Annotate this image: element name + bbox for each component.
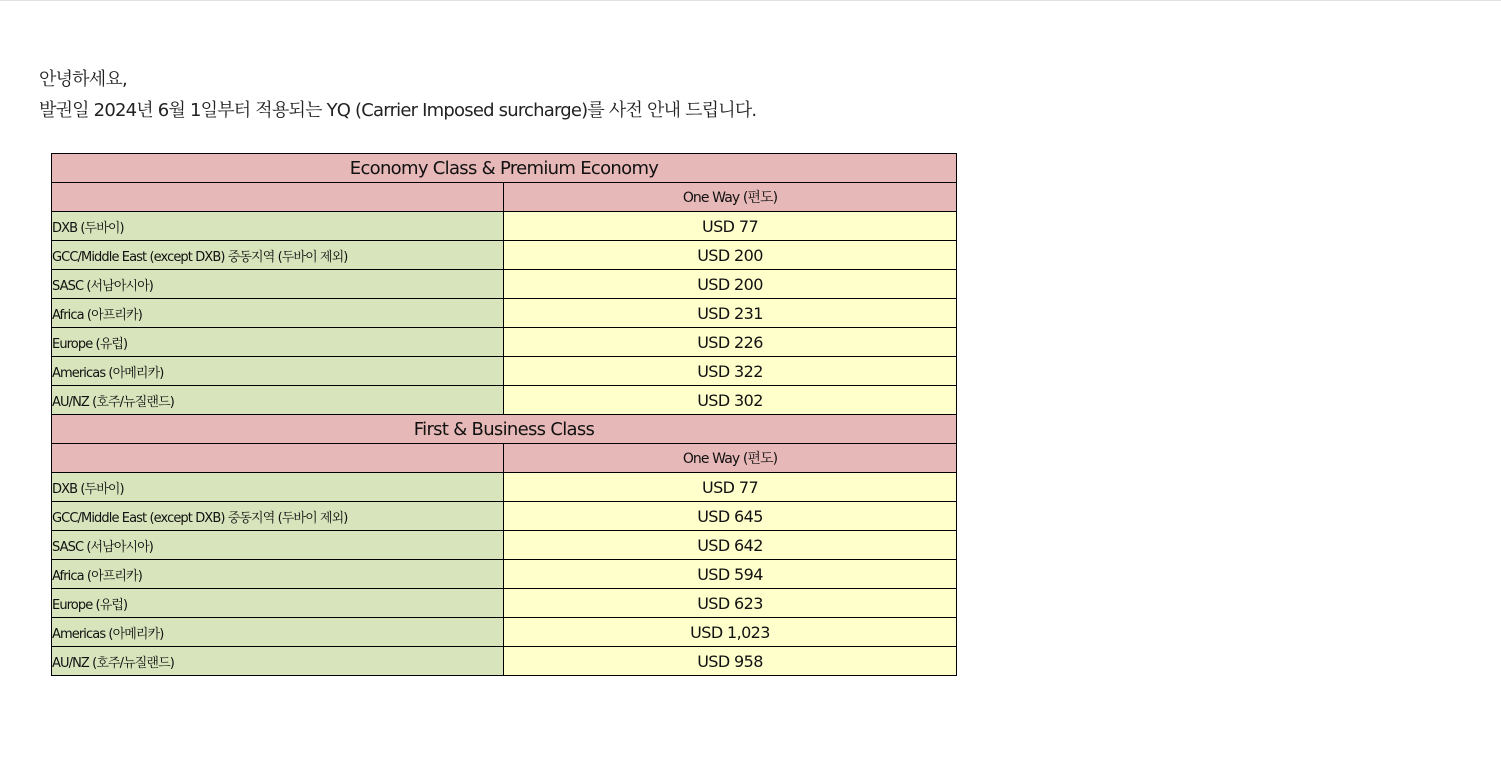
column-header-one-way: One Way (편도) xyxy=(504,183,957,212)
table-row xyxy=(52,473,957,502)
table-row xyxy=(52,357,957,386)
column-header-one-way: One Way (편도) xyxy=(504,444,957,473)
price-cell: USD 958 xyxy=(504,647,957,676)
header-blank-cell xyxy=(52,444,504,473)
section-title-first-business: First & Business Class xyxy=(52,415,957,444)
region-cell: DXB (두바이) xyxy=(52,473,504,502)
notice-intro xyxy=(39,64,756,126)
section-title-row xyxy=(52,415,957,444)
region-cell: DXB (두바이) xyxy=(52,212,504,241)
section-title-economy: Economy Class & Premium Economy xyxy=(52,154,957,183)
notice-line: 발권일 2024년 6월 1일부터 적용되는 YQ (Carrier Imposed surcharge)를 사전 안내 드립니다. xyxy=(39,100,757,121)
table-row xyxy=(52,531,957,560)
price-cell: USD 1,023 xyxy=(504,618,957,647)
column-header-row xyxy=(52,444,957,473)
table-row xyxy=(52,560,957,589)
price-cell: USD 77 xyxy=(504,212,957,241)
region-cell: SASC (서남아시아) xyxy=(52,270,504,299)
table-row xyxy=(52,328,957,357)
table-row xyxy=(52,589,957,618)
region-cell: Americas (아메리카) xyxy=(52,618,504,647)
header-blank-cell xyxy=(52,183,504,212)
region-cell: GCC/Middle East (except DXB) 중동지역 (두바이 제외) xyxy=(52,241,504,270)
column-header-row xyxy=(52,183,957,212)
price-cell: USD 226 xyxy=(504,328,957,357)
region-cell: AU/NZ (호주/뉴질랜드) xyxy=(52,647,504,676)
table-row xyxy=(52,618,957,647)
price-cell: USD 200 xyxy=(504,270,957,299)
price-cell: USD 642 xyxy=(504,531,957,560)
price-cell: USD 77 xyxy=(504,473,957,502)
price-cell: USD 231 xyxy=(504,299,957,328)
price-cell: USD 200 xyxy=(504,241,957,270)
region-cell: SASC (서남아시아) xyxy=(52,531,504,560)
table-row xyxy=(52,299,957,328)
region-cell: Europe (유럽) xyxy=(52,589,504,618)
price-cell: USD 594 xyxy=(504,560,957,589)
greeting-line: 안녕하세요, xyxy=(39,69,127,90)
price-cell: USD 322 xyxy=(504,357,957,386)
region-cell: Europe (유럽) xyxy=(52,328,504,357)
price-cell: USD 302 xyxy=(504,386,957,415)
price-cell: USD 645 xyxy=(504,502,957,531)
table-row xyxy=(52,241,957,270)
table-row xyxy=(52,386,957,415)
region-cell: Americas (아메리카) xyxy=(52,357,504,386)
table-row xyxy=(52,270,957,299)
price-cell: USD 623 xyxy=(504,589,957,618)
yq-surcharge-table xyxy=(51,153,957,676)
table-row xyxy=(52,502,957,531)
region-cell: GCC/Middle East (except DXB) 중동지역 (두바이 제외) xyxy=(52,502,504,531)
table-row xyxy=(52,647,957,676)
region-cell: Africa (아프리카) xyxy=(52,560,504,589)
region-cell: AU/NZ (호주/뉴질랜드) xyxy=(52,386,504,415)
section-title-row xyxy=(52,154,957,183)
region-cell: Africa (아프리카) xyxy=(52,299,504,328)
table-row xyxy=(52,212,957,241)
top-divider xyxy=(0,0,1501,1)
